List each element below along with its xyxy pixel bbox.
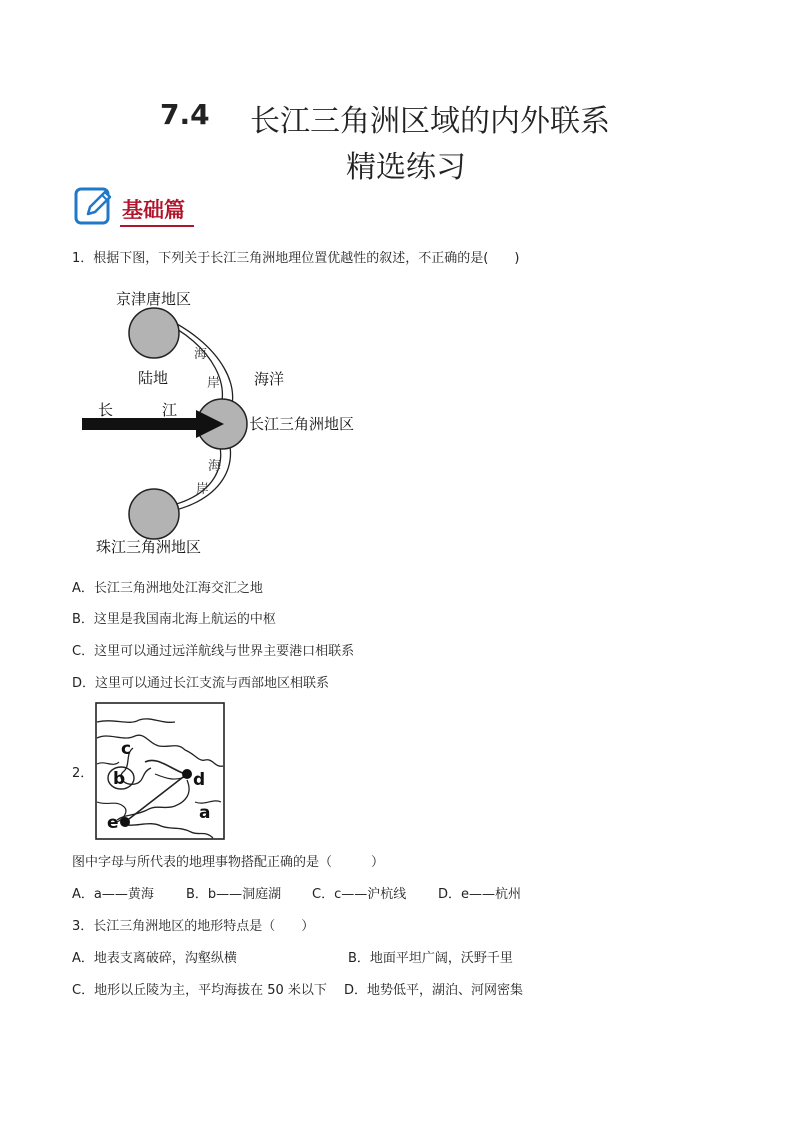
label-coast-top-2: 岸: [207, 376, 221, 391]
q3-option-c: C．地形以丘陵为主，平均海拔在 50 米以下: [72, 983, 327, 998]
q1-option-c: C．这里可以通过远洋航线与世界主要港口相联系: [72, 644, 355, 659]
question-3-stem: 3．长江三角洲地区的地形特点是（ ）: [72, 919, 315, 934]
label-coast-bottom-2: 岸: [196, 482, 210, 497]
map-letter-e: e: [107, 813, 119, 833]
label-coast-bottom-1: 海: [208, 459, 222, 474]
q2-option-c: C．c——沪杭线: [312, 887, 407, 902]
map-letter-a: a: [199, 803, 211, 823]
q1-option-b: B．这里是我国南北海上航运的中枢: [72, 612, 276, 627]
figure-regions-diagram: [74, 286, 368, 564]
label-sea: 海洋: [254, 370, 285, 388]
question-2-stem: 图中字母与所代表的地理事物搭配正确的是（ ）: [72, 855, 385, 870]
q2-option-d: D．e——杭州: [438, 887, 522, 902]
jjt-region-circle: [129, 308, 179, 358]
page-subtitle: 精选练习: [346, 150, 466, 185]
page-title: 长江三角洲区域的内外联系: [250, 104, 610, 139]
q1-option-d: D．这里可以通过长江支流与西部地区相联系: [72, 676, 330, 691]
label-river-2: 江: [162, 401, 178, 419]
map-letter-d: d: [193, 770, 206, 790]
question-1-stem: 1．根据下图，下列关于长江三角洲地理位置优越性的叙述，不正确的是( ): [72, 251, 520, 266]
label-yrd: 长江三角洲地区: [249, 415, 355, 433]
q3-option-b: B．地面平坦广阔，沃野千里: [348, 951, 513, 966]
map-letter-c: c: [121, 739, 132, 759]
q2-option-a: A．a——黄海: [72, 887, 154, 902]
label-river-1: 长: [98, 401, 114, 419]
title-number: 7.4: [160, 98, 210, 131]
map-letter-b: b: [113, 769, 126, 789]
edit-icon: [74, 186, 114, 226]
label-jjt: 京津唐地区: [116, 290, 192, 308]
figure-yrd-map: [95, 702, 225, 840]
q3-option-d: D．地势低平，湖泊、河网密集: [344, 983, 524, 998]
label-land: 陆地: [138, 369, 169, 387]
section-underline: [120, 225, 194, 227]
section-label: 基础篇: [122, 197, 185, 222]
city-d-dot: [182, 769, 192, 779]
q3-option-a: A．地表支离破碎，沟壑纵横: [72, 951, 237, 966]
label-prd: 珠江三角洲地区: [96, 538, 202, 556]
question-2-number: 2．: [72, 766, 94, 781]
city-e-dot: [120, 817, 130, 827]
q2-option-b: B．b——洞庭湖: [186, 887, 282, 902]
prd-region-circle: [129, 489, 179, 539]
q1-option-a: A．长江三角洲地处江海交汇之地: [72, 581, 263, 596]
yangtze-arrow-shaft: [82, 418, 200, 430]
label-coast-top-1: 海: [194, 347, 208, 362]
